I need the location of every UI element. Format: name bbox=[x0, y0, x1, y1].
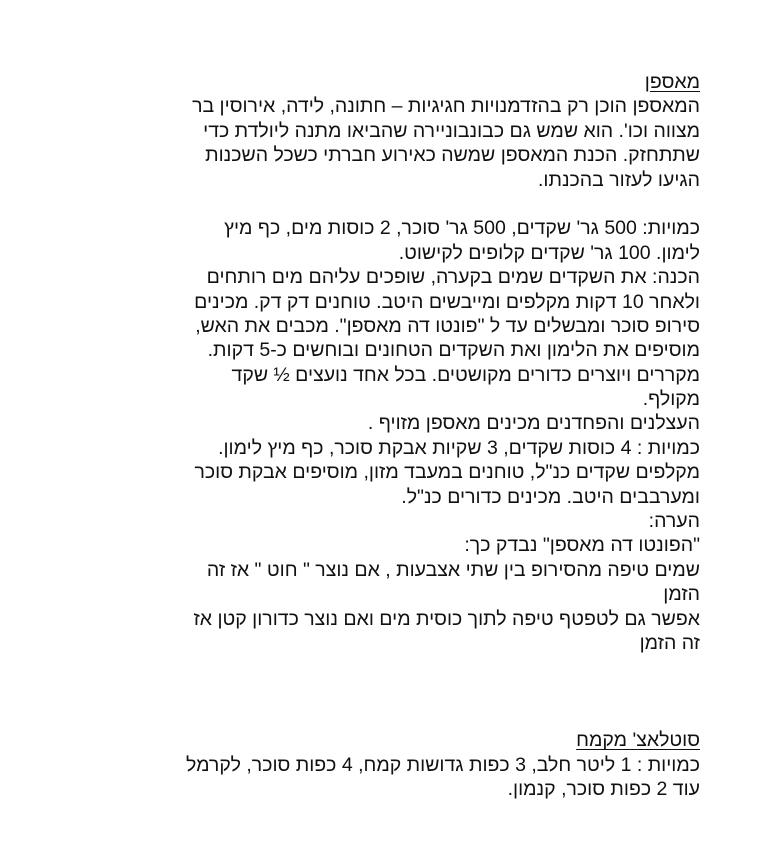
section-gap bbox=[100, 655, 700, 728]
body-line: "הפונטו דה מאספן" נבדק כך: bbox=[464, 534, 700, 557]
recipe-title-marzipan: מאספן bbox=[644, 71, 700, 93]
body-line: מקלפים שקדים כנ"ל, טוחנים במעבד מזון, מוסיפים אבקת סוכר bbox=[194, 461, 700, 484]
body-line: ומערבבים היטב. מכינים כדורים כנ"ל. bbox=[401, 485, 700, 508]
body-line: העצלנים והפחדנים מכינים מאספן מזויף . bbox=[367, 412, 700, 435]
intro-line: המאספן הוכן רק בהזדמנויות חגיגיות – חתונה, לידה, אירוסין בר bbox=[192, 95, 700, 118]
recipe2-body bbox=[100, 753, 700, 802]
body-line: לימון. 100 גר' שקדים קלופים לקישוט. bbox=[398, 241, 700, 264]
body-line: כמויות : 1 ליטר חלב, 3 כפות גדושות קמח, 4 כפות סוכר, לקרמל bbox=[185, 753, 700, 776]
body-line: עוד 2 כפות סוכר, קנמון. bbox=[507, 778, 700, 801]
body-line: הכנה: את השקדים שמים בקערה, שופכים עליהם מים רותחים bbox=[206, 266, 700, 289]
body-line: מקולף. bbox=[642, 388, 700, 411]
body-line: כמויות: 500 גר' שקדים, 500 גר' סוכר, 2 כוסות מים, כף מיץ bbox=[224, 217, 700, 240]
recipe-title-sutlach: סוטלאצ' מקמח bbox=[576, 729, 700, 752]
body-line: כמויות : 4 כוסות שקדים, 3 שקיות אבקת סוכר, כף מיץ לימון. bbox=[218, 436, 700, 459]
body-line: הערה: bbox=[648, 510, 700, 533]
body-line: מוסיפים את הלימון ואת השקדים הטחונים ובוחשים כ-5 דקות. bbox=[207, 339, 700, 362]
intro-line: הגיעו לעזור בהכנתו. bbox=[538, 168, 700, 191]
body-line: סירופ סוכר ומבשלים עד ל "פונטו דה מאספן". מכבים את האש, bbox=[195, 314, 700, 337]
body-line: ולאחר 10 דקות מקלפים ומייבשים היטב. טוחנים דק דק. מכינים bbox=[194, 290, 700, 313]
body-line: אפשר גם לטפטף טיפה לתוך כוסית מים ואם נוצר כדורון קטן אז bbox=[193, 607, 700, 630]
recipe-body bbox=[100, 216, 700, 655]
document-text bbox=[100, 70, 700, 802]
body-line: הזמן bbox=[663, 583, 700, 606]
intro-line: מצווה וכו'. הוא שמש גם כבונבוניירה שהביאו מתנה ליולדת כדי bbox=[203, 119, 700, 142]
body-line: זה הזמן bbox=[639, 631, 700, 654]
paragraph-gap bbox=[100, 192, 700, 216]
body-line: שמים טיפה מהסירופ בין שתי אצבעות , אם נוצר " חוט " אז זה bbox=[206, 558, 700, 581]
recipe-intro bbox=[100, 94, 700, 192]
intro-line: שתתחזק. הכנת המאספן שמשה כאירוע חברתי כשכל השכנות bbox=[205, 144, 700, 167]
body-line: מקררים ויוצרים כדורים מקושטים. בכל אחד נועצים ½ שקד bbox=[231, 363, 700, 386]
